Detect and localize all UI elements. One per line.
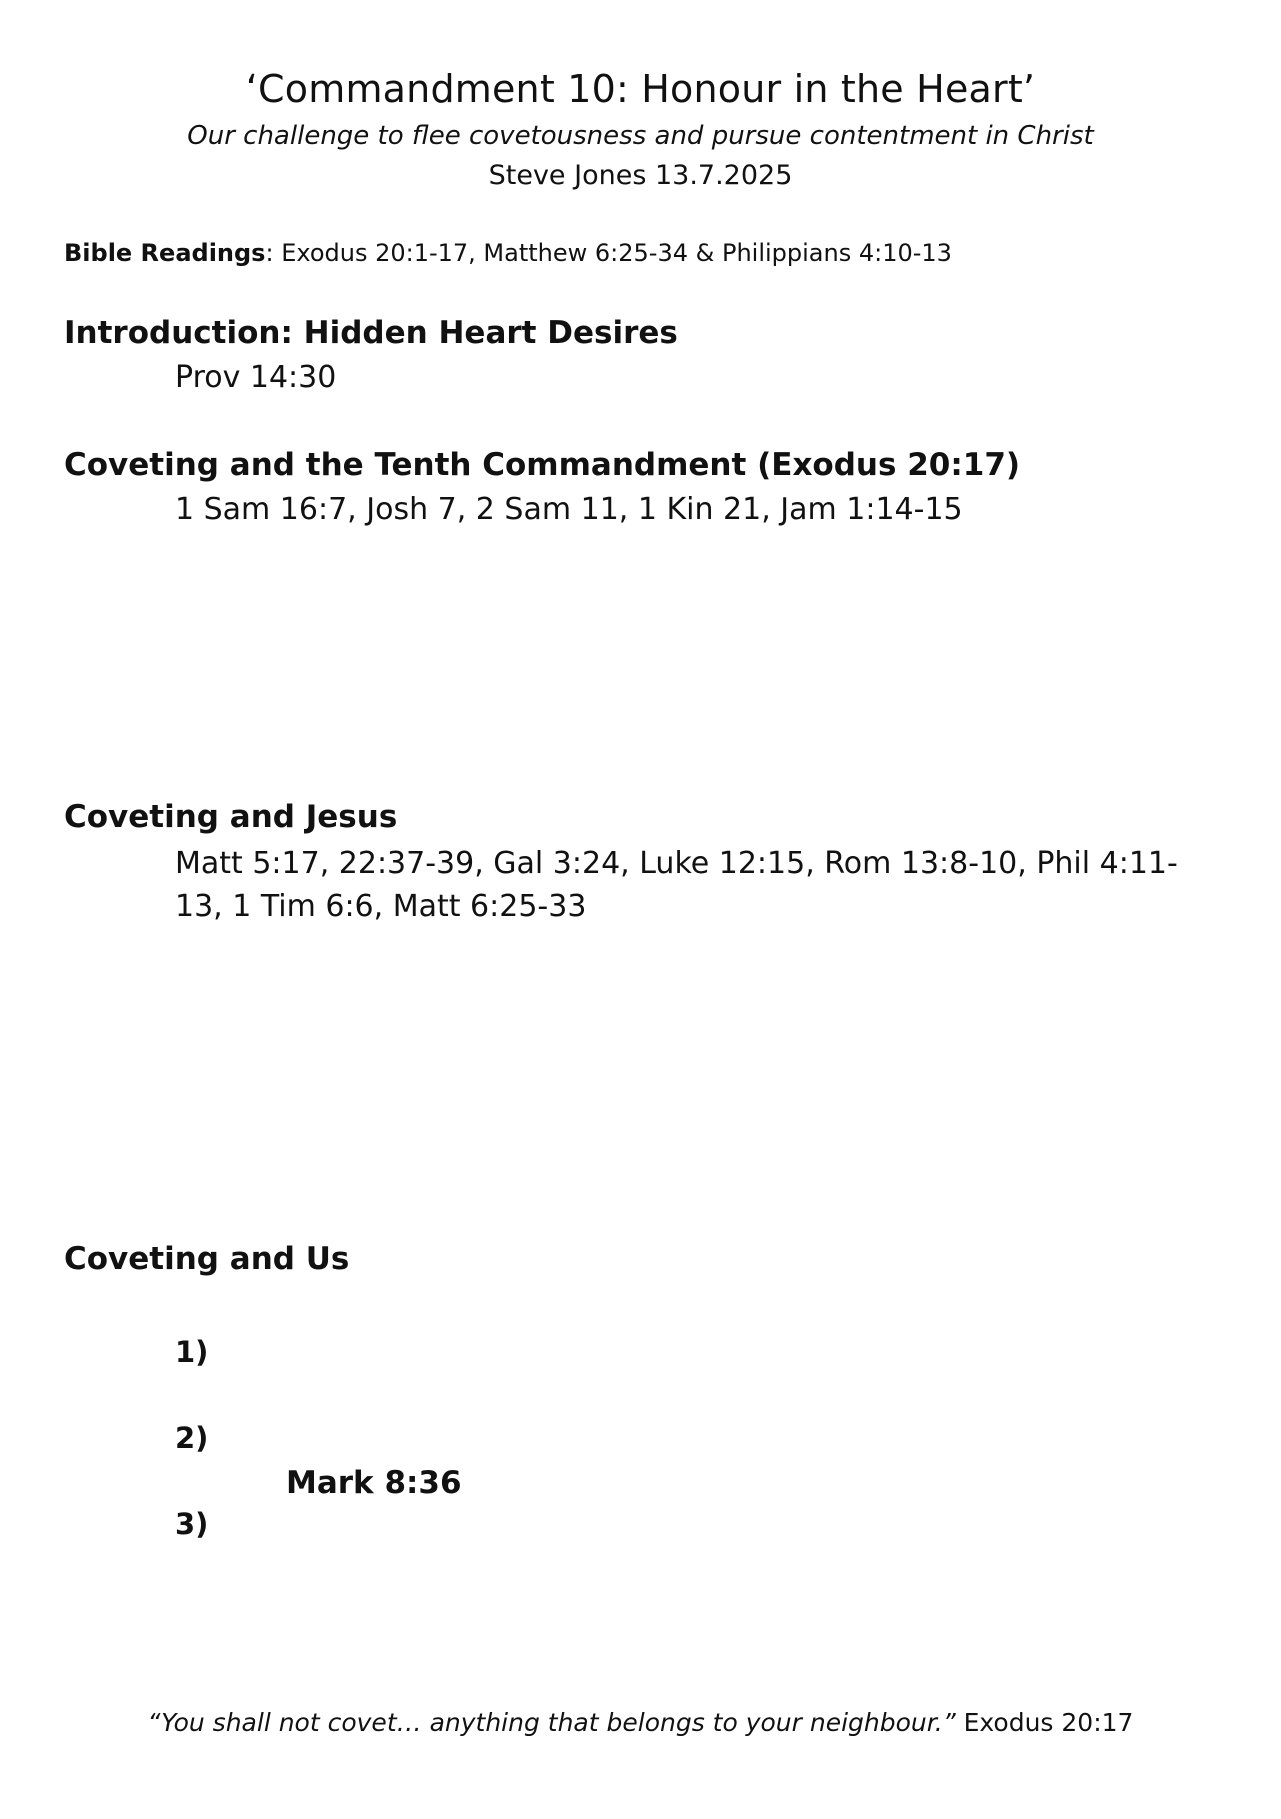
bible-readings-label: Bible Readings <box>64 239 266 267</box>
section-refs-introduction: Prov 14:30 <box>175 360 337 395</box>
point-2-reference: Mark 8:36 <box>286 1465 462 1501</box>
bible-readings-text: Exodus 20:1-17, Matthew 6:25-34 & Philippians 4:10-13 <box>281 239 952 267</box>
bible-readings-separator: : <box>265 239 282 267</box>
point-number-1: 1) <box>175 1335 209 1369</box>
section-heading-us: Coveting and Us <box>64 1241 350 1277</box>
author-date: Steve Jones 13.7.2025 <box>488 160 793 191</box>
section-refs-jesus: Matt 5:17, 22:37-39, Gal 3:24, Luke 12:15, Rom 13:8-10, Phil 4:11-13, 1 Tim 6:6, Matt 6:25-33 <box>175 846 1178 924</box>
page-subtitle: Our challenge to flee covetousness and pursue contentment in Christ <box>187 121 1094 151</box>
bible-readings <box>64 238 952 268</box>
footer-quote <box>0 1707 1281 1739</box>
section-heading-tenth-commandment: Coveting and the Tenth Commandment (Exodus 20:17) <box>64 447 1021 483</box>
page-title: ‘Commandment 10: Honour in the Heart’ <box>245 67 1036 111</box>
section-heading-jesus: Coveting and Jesus <box>64 799 398 835</box>
point-number-2: 2) <box>175 1421 209 1455</box>
footer-quote-reference: Exodus 20:17 <box>955 1708 1134 1737</box>
section-refs-tenth-commandment: 1 Sam 16:7, Josh 7, 2 Sam 11, 1 Kin 21, Jam 1:14-15 <box>175 492 963 527</box>
footer-quote-text: “You shall not covet… anything that belongs to your neighbour.” <box>147 1708 956 1737</box>
point-number-3: 3) <box>175 1507 209 1541</box>
section-heading-introduction: Introduction: Hidden Heart Desires <box>64 315 678 351</box>
